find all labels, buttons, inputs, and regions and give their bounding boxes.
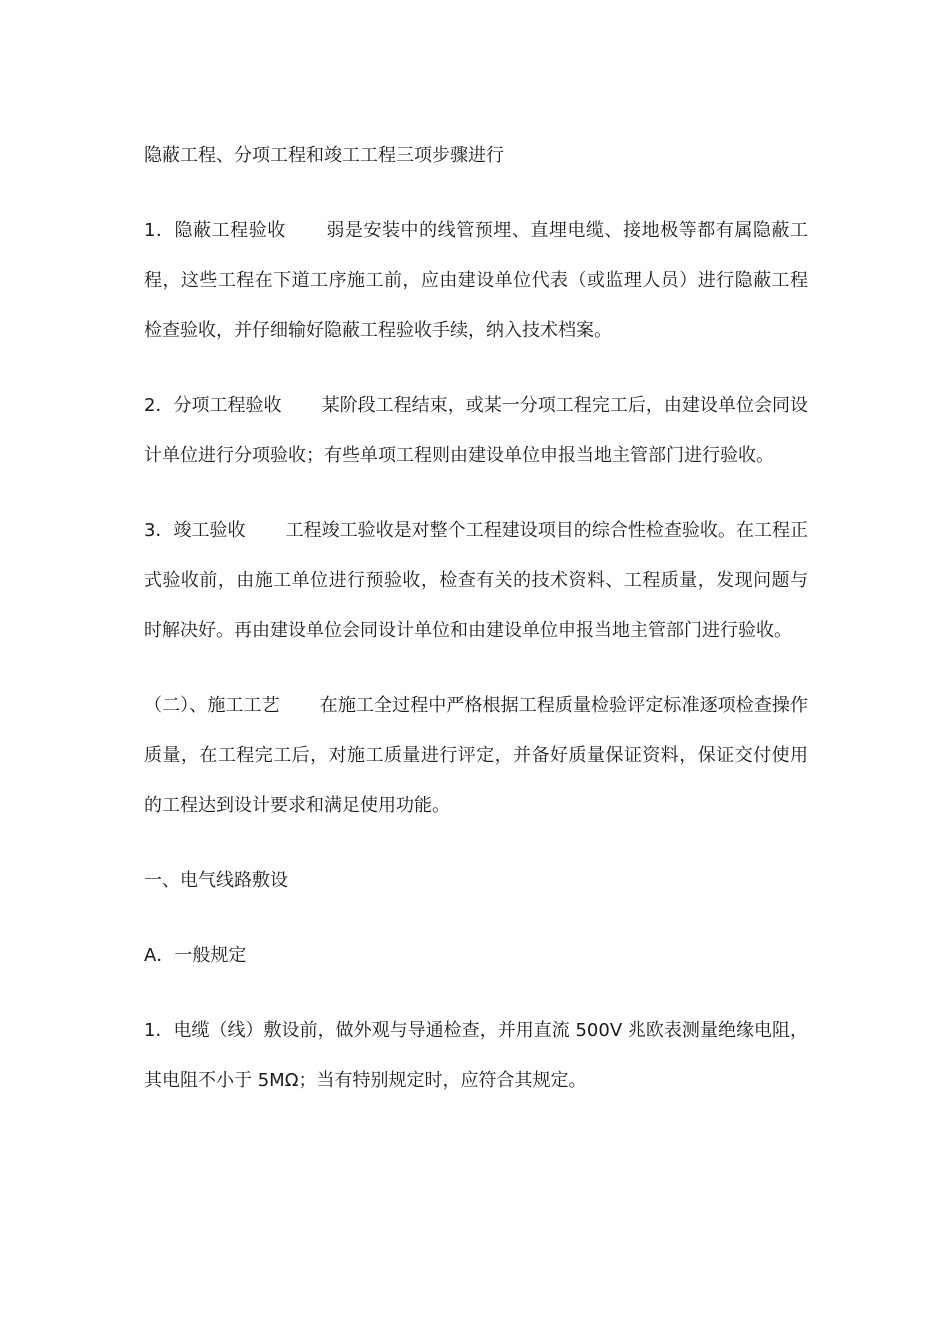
paragraph-text: 某阶段工程结束，或某一分项工程完工后，由建设单位会同设计单位进行分项验收；有些单项工程则由建设单位申报当地主管部门进行验收。 [144, 395, 808, 466]
paragraph-heading: 3．竣工验收 [144, 520, 246, 541]
paragraph-subitem-acceptance [144, 381, 808, 481]
section-heading-general-rules [144, 931, 808, 981]
paragraph-text: 弱是安装中的线管预埋、直埋电缆、接地极等都有属隐蔽工程，这些工程在下道工序施工前，应由建设单位代表（或监理人员）进行隐蔽工程检查验收，并仔细输好隐蔽工程验收手续，纳入技术档案。 [144, 220, 809, 341]
paragraph-text: 1．电缆（线）敷设前，做外观与导通检查，并用直流 500V 兆欧表测量绝缘电阻，其电阻不小于 5MΩ；当有特别规定时，应符合其规定。 [144, 1020, 808, 1091]
document-body [144, 131, 808, 1131]
paragraph-text: 一、电气线路敷设 [144, 870, 288, 891]
paragraph-construction-process [144, 681, 808, 831]
paragraph-cable-inspection-rule [144, 1006, 808, 1106]
paragraph-completion-acceptance [144, 506, 808, 656]
paragraph-hidden-works-acceptance [144, 206, 808, 356]
paragraph-intro [144, 131, 808, 181]
paragraph-text: 隐蔽工程、分项工程和竣工工程三项步骤进行 [144, 145, 504, 166]
paragraph-heading: （二）、施工工艺 [144, 695, 280, 716]
chapter-heading-electrical-wiring [144, 856, 808, 906]
paragraph-text: 在施工全过程中严格根据工程质量检验评定标准逐项检查操作质量，在工程完工后，对施工质量进行评定，并备好质量保证资料，保证交付使用的工程达到设计要求和满足使用功能。 [144, 695, 808, 816]
paragraph-text: A．一般规定 [144, 945, 247, 966]
paragraph-heading: 1．隐蔽工程验收 [144, 220, 286, 241]
paragraph-heading: 2．分项工程验收 [144, 395, 282, 416]
paragraph-text: 工程竣工验收是对整个工程建设项目的综合性检查验收。在工程正式验收前，由施工单位进行预验收，检查有关的技术资料、工程质量，发现问题与时解决好。再由建设单位会同设计单位和由建设单位申报当地主管部门进行验收。 [144, 520, 808, 641]
